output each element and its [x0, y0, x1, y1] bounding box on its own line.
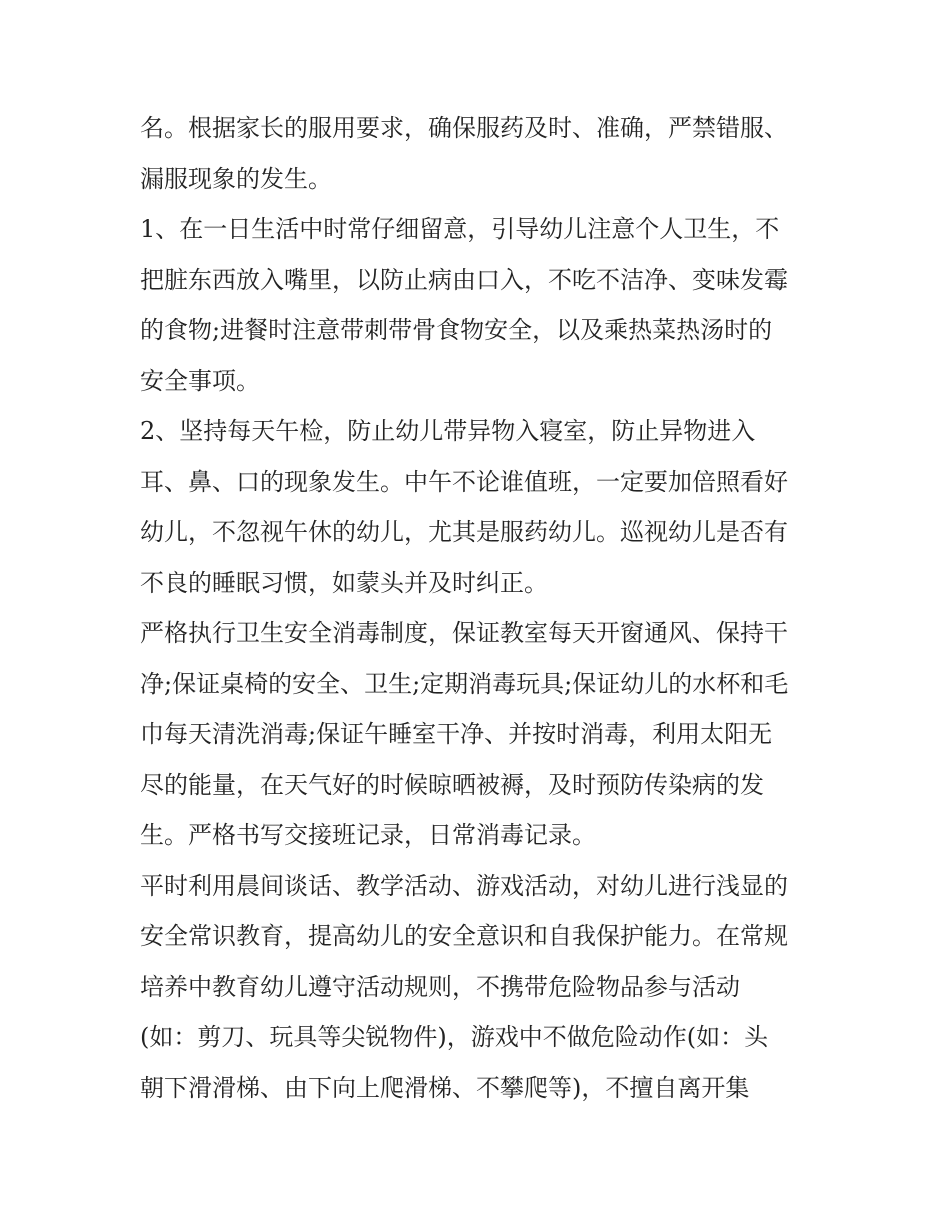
- text-line: 1、在一日生活中时常仔细留意，引导幼儿注意个人卫生，不: [140, 215, 780, 243]
- text-line: 平时利用晨间谈话、教学活动、游戏活动，对幼儿进行浅显的: [140, 871, 788, 900]
- text-line: 2、坚持每天午检，防止幼儿带异物入寝室，防止异物进入: [140, 417, 756, 445]
- text-line: 严格执行卫生安全消毒制度，保证教室每天开窗通风、保持干: [140, 619, 788, 647]
- text-line: 不良的睡眠习惯，如蒙头并及时纠正。: [140, 568, 548, 597]
- text-line: 净;保证桌椅的安全、卫生;定期消毒玩具;保证幼儿的水杯和毛: [140, 669, 789, 698]
- text-line: 安全常识教育，提高幼儿的安全意识和自我保护能力。在常规: [140, 922, 788, 950]
- text-line: 的食物;进餐时注意带刺带骨食物安全，以及乘热菜热汤时的: [140, 316, 773, 344]
- text-line: 把脏东西放入嘴里，以防止病由口入，不吃不洁净、变味发霉: [140, 265, 788, 294]
- text-line: 生。严格书写交接班记录，日常消毒记录。: [140, 821, 596, 849]
- text-line: 漏服现象的发生。: [140, 164, 332, 193]
- text-line: 朝下滑滑梯、由下向上爬滑梯、不攀爬等)，不擅自离开集: [140, 1073, 750, 1102]
- text-line: 安全事项。: [140, 366, 260, 395]
- text-line: 巾每天清洗消毒;保证午睡室干净、并按时消毒，利用太阳无: [140, 720, 773, 748]
- text-line: 尽的能量，在天气好的时候晾晒被褥，及时预防传染病的发: [140, 770, 764, 799]
- text-line: (如：剪刀、玩具等尖锐物件)，游戏中不做危险动作(如：头: [140, 1023, 769, 1051]
- text-line: 耳、鼻、口的现象发生。中午不论谁值班，一定要加倍照看好: [140, 467, 788, 496]
- document-body: [140, 103, 830, 1113]
- text-line: 幼儿，不忽视午休的幼儿，尤其是服药幼儿。巡视幼儿是否有: [140, 518, 788, 546]
- text-line: 名。根据家长的服用要求，确保服药及时、准确，严禁错服、: [140, 114, 788, 142]
- text-line: 培养中教育幼儿遵守活动规则，不携带危险物品参与活动: [140, 972, 740, 1001]
